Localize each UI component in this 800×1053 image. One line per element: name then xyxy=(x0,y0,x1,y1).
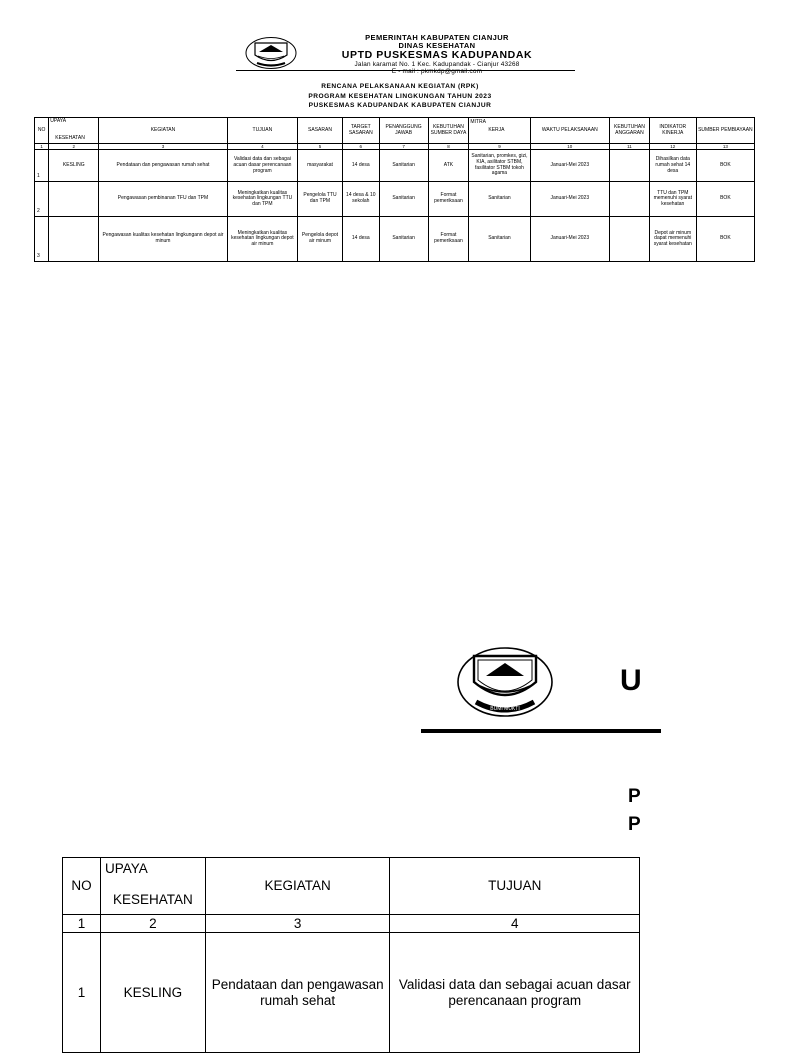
header-indikator: INDIKATOR KINERJA xyxy=(649,118,696,144)
cell-mitra: Sanitarian xyxy=(469,217,530,262)
header-waktu: WAKTU PELAKSANAAN xyxy=(530,118,610,144)
rpk-table xyxy=(34,117,755,262)
col-num: 6 xyxy=(342,144,379,150)
letterhead-government: PEMERINTAH KABUPATEN CIANJUR xyxy=(365,33,509,42)
cianjur-logo-emblem-large xyxy=(456,646,554,718)
letterhead-department: DINAS KESEHATAN xyxy=(398,41,476,50)
cell-no: 1 xyxy=(35,150,49,182)
col-num: 8 xyxy=(428,144,469,150)
col-num: 10 xyxy=(530,144,610,150)
zoom-column-number-row xyxy=(63,915,640,933)
zoom-cell-no: 1 xyxy=(63,933,101,1053)
zoom-header-upaya xyxy=(100,858,205,915)
col-num: 3 xyxy=(99,144,227,150)
cell-kebutuhan-sumber-daya: Format pemeriksaan xyxy=(428,217,469,262)
zoom-col-num: 2 xyxy=(100,915,205,933)
zoomed-document-detail xyxy=(0,600,644,1024)
cell-kegiatan: Pengawasan pembinanan TFU dan TPM xyxy=(99,182,227,217)
letterhead-address: Jalan karamat No. 1 Kec. Kadupandak - Cianjur 43268 xyxy=(354,61,520,68)
cell-sasaran: Pengelola depot air minum xyxy=(298,217,343,262)
document-titles xyxy=(0,82,800,111)
header-no: NO xyxy=(35,118,49,144)
zoom-col-num: 1 xyxy=(63,915,101,933)
zoom-header-kegiatan: KEGIATAN xyxy=(205,858,390,915)
zoom-title-fragment-2: P xyxy=(628,814,641,835)
letterhead-email: E - mail : pkmkdp@gmail.com xyxy=(391,68,483,75)
col-num: 12 xyxy=(649,144,696,150)
col-num: 5 xyxy=(298,144,343,150)
cell-penanggung-jawab: Sanitarian xyxy=(379,150,428,182)
header-upaya-line1: UPAYA xyxy=(50,118,67,124)
header-anggaran: KEBUTUHAN ANGGARAN xyxy=(610,118,650,144)
table-header-row xyxy=(35,118,755,144)
cell-tujuan: Meningkatkan kualitas kesehatan lingkungan depot air minum xyxy=(227,217,297,262)
zoom-header-tujuan: TUJUAN xyxy=(390,858,640,915)
zoom-cell-upaya: KESLING xyxy=(100,933,205,1053)
header-tujuan: TUJUAN xyxy=(227,118,297,144)
col-num: 11 xyxy=(610,144,650,150)
zoom-col-num: 3 xyxy=(205,915,390,933)
zoom-cell-tujuan: Validasi data dan sebagai acuan dasar perencanaan program xyxy=(390,933,640,1053)
col-num: 13 xyxy=(696,144,754,150)
cell-tujuan: Meningkatkan kualitas kesehatan lingkungan TTU dan TPM xyxy=(227,182,297,217)
cell-indikator: TTU dan TPM memenuhi syarat kesehatan xyxy=(649,182,696,217)
zoom-col-num: 4 xyxy=(390,915,640,933)
cell-kegiatan: Pengawasan kualitas kesehatan lingkungann depot air minum xyxy=(99,217,227,262)
col-num: 7 xyxy=(379,144,428,150)
header-target: TARGET SASARAN xyxy=(342,118,379,144)
header-kegiatan: KEGIATAN xyxy=(99,118,227,144)
table-row xyxy=(35,150,755,182)
cell-target: 14 desa xyxy=(342,150,379,182)
document-page xyxy=(0,0,768,270)
zoom-letterhead-divider xyxy=(421,729,661,733)
header-upaya-line2: KESEHATAN xyxy=(55,135,85,142)
cell-sumber: BOK xyxy=(696,217,754,262)
header-sasaran: SASARAN xyxy=(298,118,343,144)
cell-indikator: Dihasilkan data rumah sehat 14 desa xyxy=(649,150,696,182)
cell-no: 2 xyxy=(35,182,49,217)
zoom-table-row xyxy=(63,933,640,1053)
zoom-cell-kegiatan: Pendataan dan pengawasan rumah sehat xyxy=(205,933,390,1053)
cell-anggaran xyxy=(610,217,650,262)
cell-tujuan: Validasi data dan sebagai acuan dasar perencanaan program xyxy=(227,150,297,182)
letterhead-divider xyxy=(236,70,575,71)
zoom-letterhead-fragment: U xyxy=(620,664,644,697)
title-rpk: RENCANA PELAKSANAAN KEGIATAN (RPK) xyxy=(321,83,479,90)
letterhead-institution: UPTD PUSKESMAS KADUPANDAK xyxy=(341,49,533,61)
col-num: 9 xyxy=(469,144,530,150)
cell-mitra: Sanitarian xyxy=(469,182,530,217)
cell-anggaran xyxy=(610,150,650,182)
cell-mitra: Sanitarian, promkes, gizi, KIA, asilitator STBM, fasilitator STBM tokoh agama xyxy=(469,150,530,182)
cell-sumber: BOK xyxy=(696,182,754,217)
cell-upaya: KESLING xyxy=(49,150,99,182)
cell-sasaran: masyarakat xyxy=(298,150,343,182)
zoom-title-fragment-1: P xyxy=(628,786,641,807)
col-num: 2 xyxy=(49,144,99,150)
table-row xyxy=(35,217,755,262)
cell-indikator: Depot air minum dapat memenuhi syarat kesehatan xyxy=(649,217,696,262)
cell-anggaran xyxy=(610,182,650,217)
logo-motto: BUMI MUKTI xyxy=(490,706,520,712)
cell-waktu: Januari-Mei 2023 xyxy=(530,217,610,262)
header-kebutuhan-sumber-daya: KEBUTUHAN SUMBER DAYA xyxy=(428,118,469,144)
table-row xyxy=(35,182,755,217)
title-program: PROGRAM KESEHATAN LINGKUNGAN TAHUN 2023 xyxy=(308,92,492,100)
cell-upaya xyxy=(49,217,99,262)
zoom-table-header-row xyxy=(63,858,640,915)
header-sumber: SUMBER PEMBIAYAAN xyxy=(696,118,754,144)
col-num: 1 xyxy=(35,144,49,150)
cell-penanggung-jawab: Sanitarian xyxy=(379,182,428,217)
cell-target: 14 desa xyxy=(342,217,379,262)
zoom-header-no: NO xyxy=(63,858,101,915)
cianjur-logo-emblem xyxy=(245,37,297,69)
header-mitra-line2: KERJA xyxy=(488,127,505,133)
cell-target: 14 desa & 10 sekolah xyxy=(342,182,379,217)
cell-sasaran: Pengelola TTU dan TPM xyxy=(298,182,343,217)
zoom-header-upaya-line2: KESEHATAN xyxy=(112,892,193,907)
col-num: 4 xyxy=(227,144,297,150)
title-puskesmas: PUSKESMAS KADUPANDAK KABUPATEN CIANJUR xyxy=(308,102,492,110)
cell-upaya xyxy=(49,182,99,217)
cell-sumber: BOK xyxy=(696,150,754,182)
zoom-header-upaya-line1: UPAYA xyxy=(104,861,148,876)
header-penanggung-jawab: PENANGGUNG JAWAB xyxy=(379,118,428,144)
zoom-rpk-table xyxy=(62,857,640,1053)
cell-kebutuhan-sumber-daya: ATK xyxy=(428,150,469,182)
cell-waktu: Januari-Mei 2023 xyxy=(530,150,610,182)
cell-waktu: Januari-Mei 2023 xyxy=(530,182,610,217)
cell-kegiatan: Pendataan dan pengawasan rumah sehat xyxy=(99,150,227,182)
header-mitra-line1: MITRA xyxy=(470,119,486,125)
header-mitra xyxy=(469,118,530,144)
header-upaya xyxy=(49,118,99,144)
cell-no: 3 xyxy=(35,217,49,262)
cell-penanggung-jawab: Sanitarian xyxy=(379,217,428,262)
cell-kebutuhan-sumber-daya: Format pemeriksaan xyxy=(428,182,469,217)
